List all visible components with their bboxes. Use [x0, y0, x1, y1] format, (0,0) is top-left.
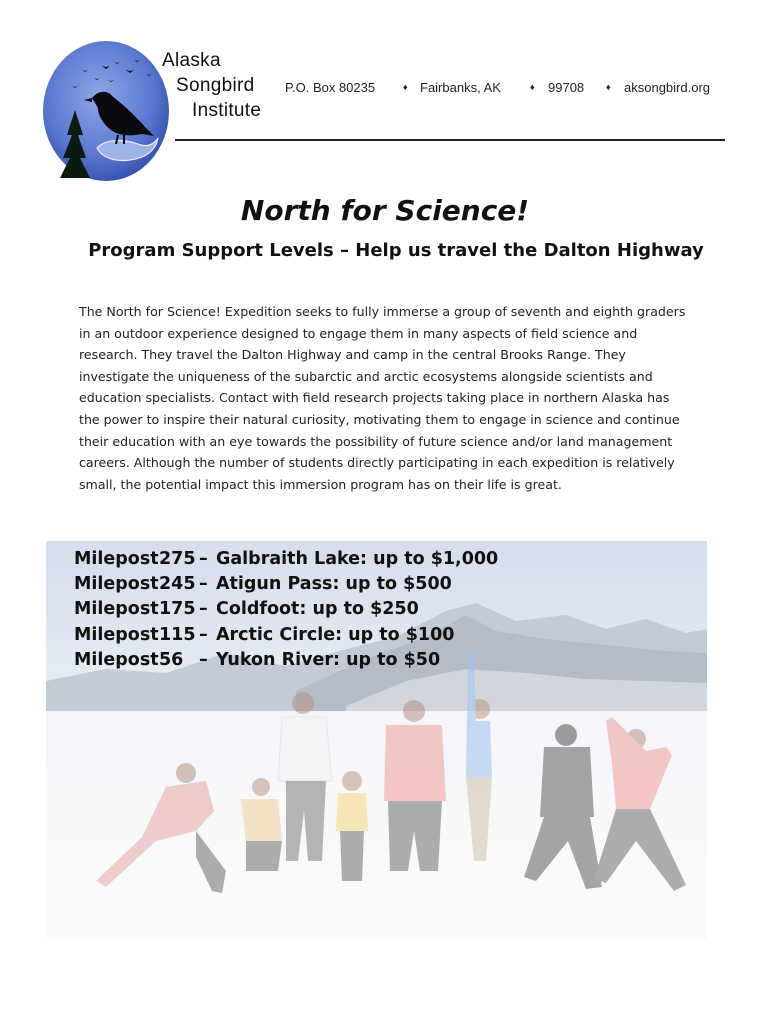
- city-state: Fairbanks, AK: [420, 80, 501, 95]
- header-divider: [175, 139, 725, 141]
- level-description: Coldfoot: up to $250: [216, 599, 419, 620]
- website-link[interactable]: aksongbird.org: [624, 80, 710, 95]
- separator-icon: ♦: [530, 82, 535, 92]
- page-subtitle: Program Support Levels – Help us travel the Dalton Highway: [88, 240, 704, 261]
- zip-code: 99708: [548, 80, 585, 95]
- organization-name: [162, 48, 261, 123]
- level-description: Arctic Circle: up to $100: [216, 624, 455, 645]
- level-dash: –: [199, 624, 208, 645]
- milepost-number: 115: [159, 624, 196, 645]
- milepost-number: 56: [159, 649, 184, 670]
- level-dash: –: [199, 574, 208, 595]
- milepost-label: Milepost: [74, 599, 159, 620]
- milepost-label: Milepost: [74, 624, 159, 645]
- songbird-logo-icon: [42, 40, 170, 182]
- milepost-label: Milepost: [74, 574, 159, 595]
- milepost-number: 275: [159, 549, 196, 569]
- org-name-line2: Songbird: [176, 75, 255, 96]
- program-description: The North for Science! Expedition seeks to fully immerse a group of seventh and eighth graders in an outdoor experience designed to engage them in many aspects of field science and research. They travel the Dalton Highway and camp in the central Brooks Range. They investigate the uniqueness of the subarctic and arctic ecosystems alongside scientists and education specialists. Contact with field research projects taking place in northern Alaska has the power to inspire their natural curiosity, motivating them to engage in science and continue their education with an eye towards the possibility of future science and/or land management careers. Although the number of students directly participating in each expedition is relatively small, the potential impact this immersion program has on their life is great.: [79, 304, 686, 492]
- institute-logo: [42, 40, 170, 182]
- milepost-label: Milepost: [74, 549, 159, 569]
- level-description: Galbraith Lake: up to $1,000: [216, 549, 499, 569]
- support-level-row: [74, 648, 498, 673]
- milepost-number: 245: [159, 574, 196, 595]
- support-level-row: [74, 597, 498, 622]
- support-level-row: [74, 623, 498, 648]
- org-name-line1: Alaska: [162, 50, 221, 71]
- level-description: Atigun Pass: up to $500: [216, 574, 452, 595]
- level-dash: –: [199, 549, 208, 569]
- separator-icon: ♦: [403, 82, 408, 92]
- support-level-row: [74, 547, 498, 572]
- support-levels-list: [74, 547, 498, 673]
- support-level-row: [74, 572, 498, 597]
- level-description: Yukon River: up to $50: [216, 649, 441, 670]
- milepost-label: Milepost: [74, 649, 159, 670]
- po-box: P.O. Box 80235: [285, 80, 376, 95]
- separator-icon: ♦: [606, 82, 611, 92]
- milepost-number: 175: [159, 599, 196, 620]
- level-dash: –: [199, 649, 208, 670]
- org-name-line3: Institute: [192, 100, 262, 121]
- page-title: North for Science!: [240, 194, 530, 227]
- level-dash: –: [199, 599, 208, 620]
